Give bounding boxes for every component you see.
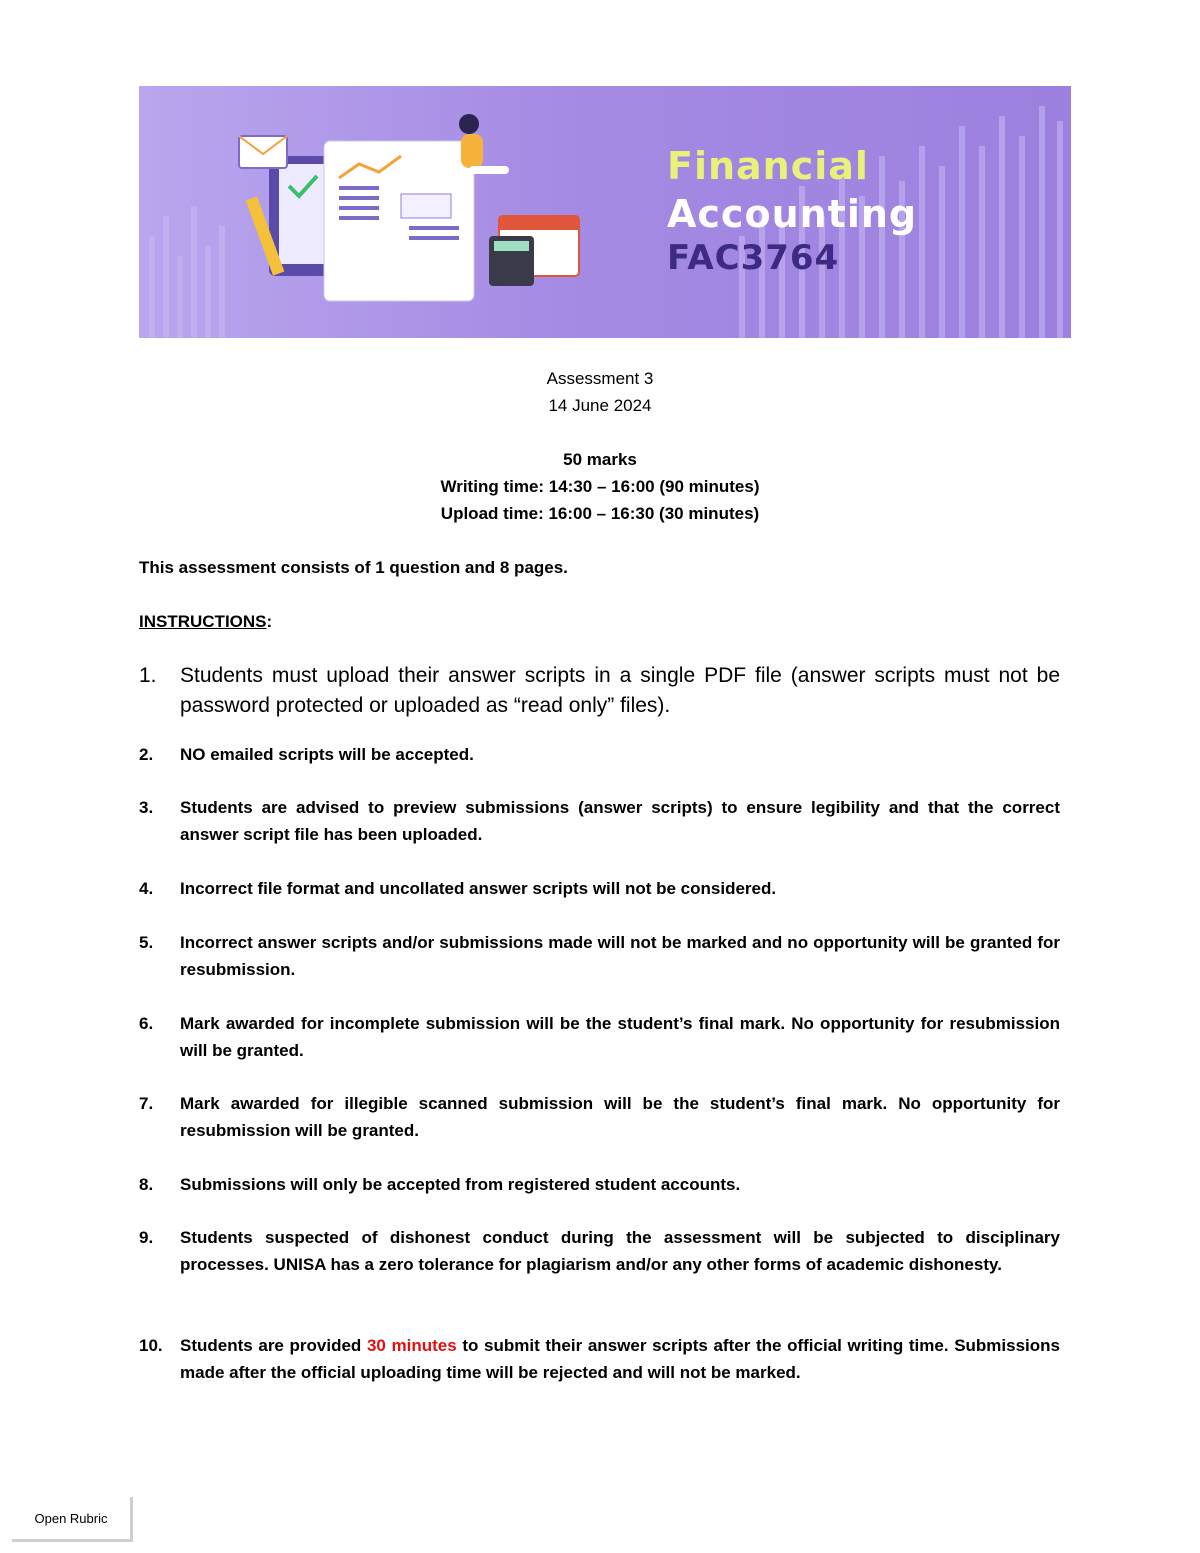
- instruction-text: Mark awarded for illegible scanned submission will be the student’s final mark. No opportunity for resubmission will be granted.: [180, 1094, 1060, 1140]
- instruction-number: 10.: [139, 1336, 163, 1355]
- instruction-number: 4.: [139, 879, 154, 898]
- instruction-item: [139, 1171, 1060, 1198]
- instruction-item: [139, 875, 1060, 902]
- course-banner: [139, 86, 1071, 338]
- instruction-number: 1.: [139, 664, 157, 687]
- banner-course-code: FAC3764: [667, 238, 840, 278]
- instruction-number: 3.: [139, 798, 154, 817]
- instruction-text-after: to submit their answer scripts after the official writing time. Submissions made after the official uploading time will be rejected and will not be marked.: [180, 1336, 1060, 1382]
- instruction-item: [139, 741, 1060, 768]
- total-marks: 50 marks: [563, 450, 637, 469]
- instruction-number: 9.: [139, 1228, 154, 1247]
- upload-time: Upload time: 16:00 – 16:30 (30 minutes): [440, 504, 760, 523]
- open-rubric-button[interactable]: Open Rubric: [12, 1497, 133, 1542]
- instruction-text: Students must upload their answer scripts in a single PDF file (answer scripts must not be password protected or uploaded as “read only” files).: [180, 664, 1060, 717]
- assessment-consists: This assessment consists of 1 question and 8 pages.: [139, 558, 568, 577]
- instruction-item: [139, 794, 1060, 848]
- instruction-number: 2.: [139, 745, 154, 764]
- instruction-text: Mark awarded for incomplete submission will be the student’s final mark. No opportunity for resubmission will be granted.: [180, 1014, 1060, 1060]
- instruction-number: 6.: [139, 1014, 154, 1033]
- banner-title-accounting: Accounting: [667, 192, 918, 236]
- instruction-item: [139, 661, 1060, 721]
- instruction-number: 8.: [139, 1175, 154, 1194]
- instruction-text: Incorrect answer scripts and/or submissions made will not be marked and no opportunity will be granted for resubmission.: [180, 933, 1060, 979]
- instruction-item: [139, 929, 1060, 983]
- instruction-text-before: Students are provided: [180, 1336, 367, 1355]
- instruction-text: Incorrect file format and uncollated answer scripts will not be considered.: [180, 879, 777, 898]
- assessment-title: Assessment 3: [546, 369, 654, 388]
- highlight-30-minutes: 30 minutes: [366, 1336, 457, 1355]
- instructions-heading-colon: :: [266, 612, 273, 631]
- banner-title-financial: Financial: [667, 144, 869, 188]
- instruction-item: [139, 1332, 1060, 1386]
- instruction-number: 5.: [139, 933, 154, 952]
- instruction-text: Students suspected of dishonest conduct during the assessment will be subjected to disciplinary processes. UNISA has a zero tolerance for plagiarism and/or any other forms of academic dishonesty.: [180, 1228, 1060, 1274]
- instructions-heading-text: INSTRUCTIONS: [139, 612, 267, 631]
- instruction-item: [139, 1224, 1060, 1278]
- banner-illustration: [139, 86, 1071, 338]
- instruction-item: [139, 1090, 1060, 1144]
- instruction-number: 7.: [139, 1094, 154, 1113]
- writing-time: Writing time: 14:30 – 16:00 (90 minutes): [440, 477, 760, 496]
- assessment-date: 14 June 2024: [548, 396, 652, 415]
- instruction-text: Students are advised to preview submissions (answer scripts) to ensure legibility and that the correct answer script file has been uploaded.: [180, 798, 1060, 844]
- instruction-text: Submissions will only be accepted from registered student accounts.: [180, 1175, 741, 1194]
- instruction-text: [180, 1332, 1060, 1386]
- instructions-heading: [139, 612, 272, 632]
- instruction-item: [139, 1010, 1060, 1064]
- instruction-text: NO emailed scripts will be accepted.: [180, 745, 474, 764]
